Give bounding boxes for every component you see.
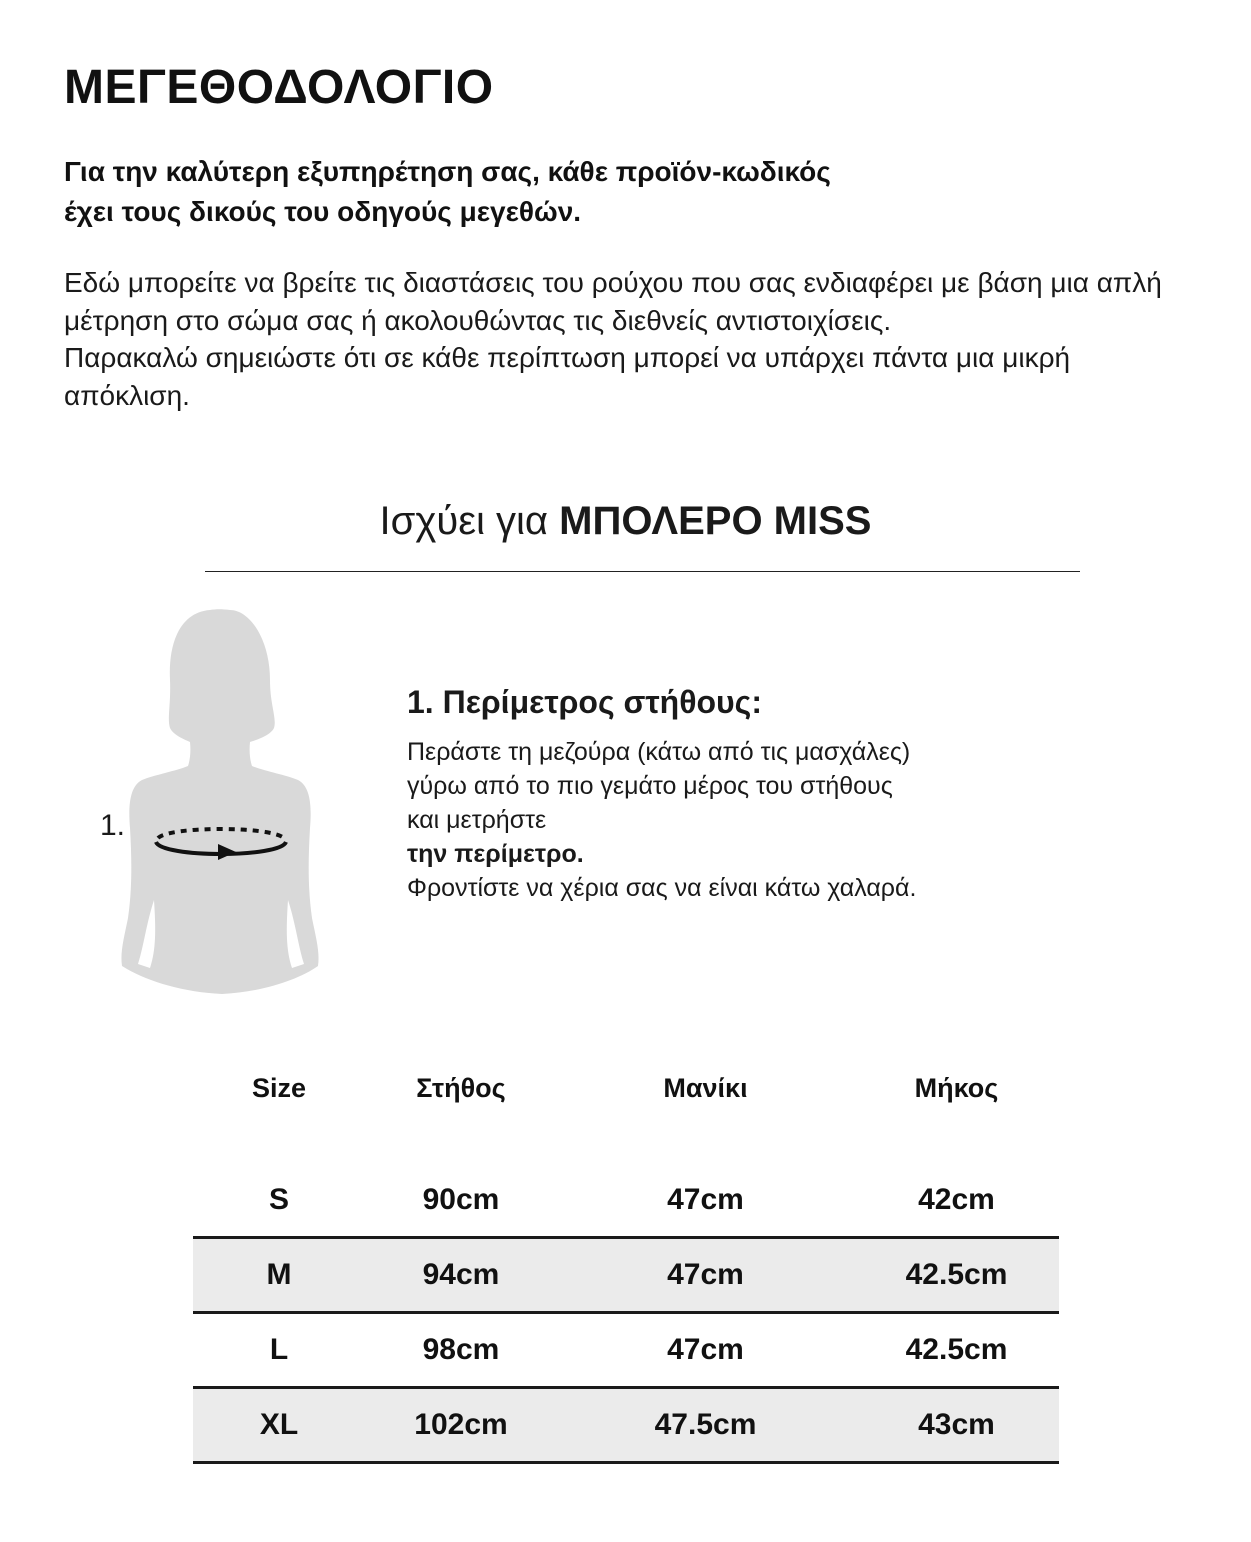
cell-length: 42cm xyxy=(854,1164,1059,1238)
table-header-row xyxy=(193,1050,1059,1126)
intro-paragraph: Παρακαλώ σημειώστε ότι σε κάθε περίπτωση μπορεί να υπάρχει πάντα μια μικρή απόκλιση. xyxy=(64,342,1071,411)
female-silhouette-icon xyxy=(110,600,340,1010)
measurement-line: Περάστε τη μεζούρα (κάτω από τις μασχάλες) xyxy=(407,738,911,766)
table-row xyxy=(193,1388,1059,1463)
section-divider xyxy=(205,571,1080,572)
table-row xyxy=(193,1164,1059,1238)
measurement-title: 1. Περίμετρος στήθους: xyxy=(407,684,762,720)
cell-chest: 94cm xyxy=(365,1238,557,1313)
size-table xyxy=(193,1050,1059,1464)
intro-paragraph: Εδώ μπορείτε να βρείτε τις διαστάσεις του ρούχου που σας ενδιαφέρει με βάση μια απλή μέτρηση στο σώμα σας ή ακολουθώντας τις διεθνείς αντιστοιχίσεις. xyxy=(64,267,1162,336)
header-sleeve: Μανίκι xyxy=(663,1072,748,1103)
cell-length: 42.5cm xyxy=(854,1313,1059,1388)
intro-body xyxy=(64,264,1194,414)
cell-size: M xyxy=(193,1238,365,1313)
page-title: ΜΕΓΕΘΟΔΟΛΟΓΙΟ xyxy=(64,61,494,114)
header-size: Size xyxy=(251,1072,307,1103)
cell-size: XL xyxy=(193,1388,365,1463)
cell-chest: 90cm xyxy=(365,1164,557,1238)
table-row xyxy=(193,1313,1059,1388)
cell-sleeve: 47cm xyxy=(557,1313,854,1388)
figure-label: 1. xyxy=(100,809,126,842)
cell-size: S xyxy=(193,1164,365,1238)
measurement-line xyxy=(407,803,1107,871)
product-name: ΜΠΟΛΕΡΟ MISS xyxy=(559,499,872,543)
cell-chest: 98cm xyxy=(365,1313,557,1388)
product-heading xyxy=(0,494,1251,548)
measurement-instructions xyxy=(407,735,1107,905)
cell-chest: 102cm xyxy=(365,1388,557,1463)
cell-sleeve: 47.5cm xyxy=(557,1388,854,1463)
intro-lead-line: έχει τους δικούς του οδηγούς μεγεθών. xyxy=(64,196,582,227)
cell-size: L xyxy=(193,1313,365,1388)
measurement-line-bold: την περίμετρο. xyxy=(407,840,584,868)
cell-sleeve: 47cm xyxy=(557,1164,854,1238)
cell-length: 43cm xyxy=(854,1388,1059,1463)
cell-sleeve: 47cm xyxy=(557,1238,854,1313)
cell-length: 42.5cm xyxy=(854,1238,1059,1313)
intro-lead xyxy=(64,152,1164,232)
measurement-line: γύρω από το πιο γεμάτο μέρος του στήθους xyxy=(407,772,893,800)
header-length: Μήκος xyxy=(914,1072,999,1103)
header-chest: Στήθος xyxy=(416,1072,506,1103)
measurement-line: Φροντίστε να χέρια σας να είναι κάτω χαλαρά. xyxy=(407,874,917,902)
table-row xyxy=(193,1238,1059,1313)
table-spacer xyxy=(193,1126,1059,1164)
measurement-line-prefix: και μετρήστε xyxy=(407,806,547,834)
product-heading-prefix: Ισχύει για xyxy=(379,499,560,543)
intro-lead-line: Για την καλύτερη εξυπηρέτηση σας, κάθε προϊόν-κωδικός xyxy=(64,156,831,187)
